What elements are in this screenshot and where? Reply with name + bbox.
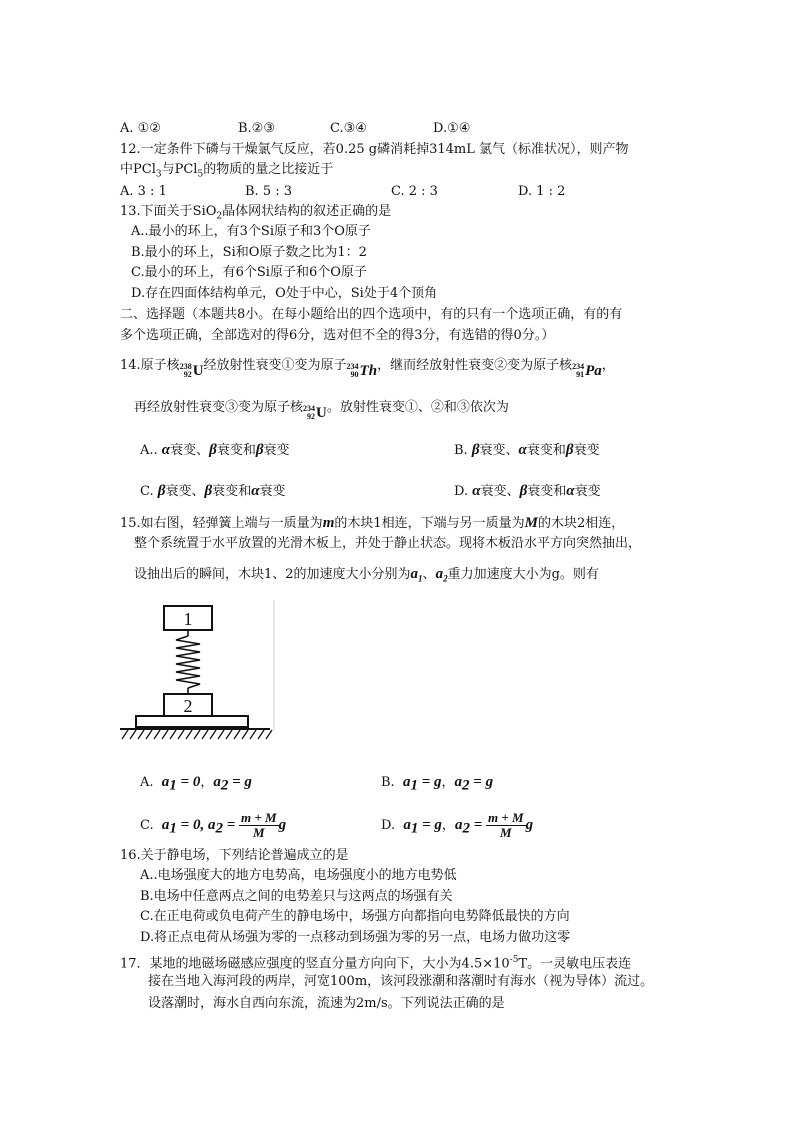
q15-stem-line2: 整个系统置于水平放置的光滑木板上，并处于静止状态。现将木板沿水平方向突然抽出， [134,536,642,551]
q17-stem-line3: 设落潮时，海水自西向东流，流速为2m/s。下列说法正确的是 [148,996,505,1011]
q16-option-c: C.在正电荷或负电荷产生的静电场中，场强方向都指向电势降低最快的方向 [140,909,570,924]
q15-option-b: B. $a_1 = g$，$a_2 = g$ [381,774,494,794]
q11-option-b: B.②③ [238,121,275,136]
q12-stem-line1: 12.一定条件下磷与干燥氯气反应，若0.25 g磷消耗掉314mL 氯气（标准状况），则产物 [120,142,629,157]
q17-stem-line1: 17．某地的地磁场磁感应强度的竖直分量方向向下，大小为$4.5\times 10^{-5}T$。一灵敏电压表连 [120,955,632,972]
nuclide-th234: 234 90 Th [346,362,378,379]
q14-option-d: D. α衰变、β衰变和α衰变 [454,483,601,499]
q11-option-d: D.①④ [433,121,471,136]
q16-stem: 16.关于静电场，下列结论普遍成立的是 [120,848,349,863]
nuclide-u234: 234 92 U [303,404,327,421]
q11-option-c: C.③④ [330,121,367,136]
q15-stem-line1: 15.如右图，轻弹簧上端与一质量为m的木块1相连，下端与另一质量为M的木块2相连， [120,515,625,531]
q15-option-d: D. $a_1 = g$，$a_2$ = $\frac{m + M}{M}$ g [381,810,534,840]
q16-option-b: B.电场中任意两点之间的电势差只与这两点的场强有关 [140,889,453,904]
fraction-m-plus-M-over-M: $\frac{m + M}{M}$ [241,810,277,840]
wooden-board [136,716,248,727]
q15-option-a: A. $a_1 = 0$，$a_2 = g$ [140,774,252,794]
q12-stem-line2: 中PCl$_3$与PCl$_5$的物质的量之比接近于 [120,162,334,180]
section2-instructions-line2: 多个选项正确，全部选对的得6分，选对但不全的得3分，有选错的得0分。） [120,328,555,343]
q13-option-a: A..最小的环上，有3个Si原子和3个O原子 [131,224,371,239]
q14-stem-line2: 再经放射性衰变③变为原子核 234 92 U 。放射性衰变①、②和③依次为 [134,400,509,421]
q13-option-c: C.最小的环上，有6个Si原子和6个O原子 [131,265,367,280]
q15-option-c: C. $a_1 = 0$, $a_2$ = $\frac{m + M}{M}$ g [140,810,287,840]
q17-stem-line2: 接在当地入海河段的两岸，河宽100m，该河段涨潮和落潮时有海水（视为导体）流过。 [148,974,654,989]
nuclide-u238: 238 92 U [179,362,204,379]
nuclide-pa234: 234 91 Pa [572,362,602,379]
q14-option-a: A.. α衰变、β衰变和β衰变 [140,442,290,458]
q16-option-d: D.将正点电荷从场强为零的一点移动到场强为零的另一点，电场力做功这零 [140,930,571,945]
section2-instructions-line1: 二、选择题（本题共8小。在每小题给出的四个选项中，有的只有一个选项正确，有的有 [120,307,623,322]
q14-option-c: C. β衰变、β衰变和α衰变 [140,483,286,499]
fraction-m-plus-M-over-M: $\frac{m + M}{M}$ [488,810,524,840]
spring-blocks-figure [118,600,278,745]
ground-hatch [122,730,272,739]
q13-stem: 13.下面关于SiO$_2$晶体网状结构的叙述正确的是 [120,204,392,222]
q16-option-a: A..电场强度大的地方电势高，电场强度小的地方电势低 [140,868,457,883]
block-2-label: 2 [183,696,193,716]
spring [176,630,200,694]
q12-option-a: A. 3 : 1 [120,184,167,199]
q12-option-d: D. 1 : 2 [518,184,566,199]
q13-option-d: D.存在四面体结构单元，O处于中心，Si处于4个顶角 [131,286,438,301]
q12-option-b: B. 5 : 3 [245,184,293,199]
q15-stem-line3: 设抽出后的瞬间，木块1、2的加速度大小分别为$a_1$、$a_2$重力加速度大小为g。则有 [134,566,599,584]
q14-stem-line1: 14.原子核 238 92 U 经放射性衰变①变为原子 234 90 Th ，继而经放射性衰变②变为原子核 234 91 Pa ， [120,358,615,379]
q11-option-a: A. ①② [120,121,161,136]
q14-option-b: B. β衰变、α衰变和β衰变 [454,442,600,458]
q13-option-b: B.最小的环上，Si和O原子数之比为1：2 [131,245,367,260]
q12-option-c: C. 2 : 3 [391,184,438,199]
block-1-label: 1 [183,609,193,629]
